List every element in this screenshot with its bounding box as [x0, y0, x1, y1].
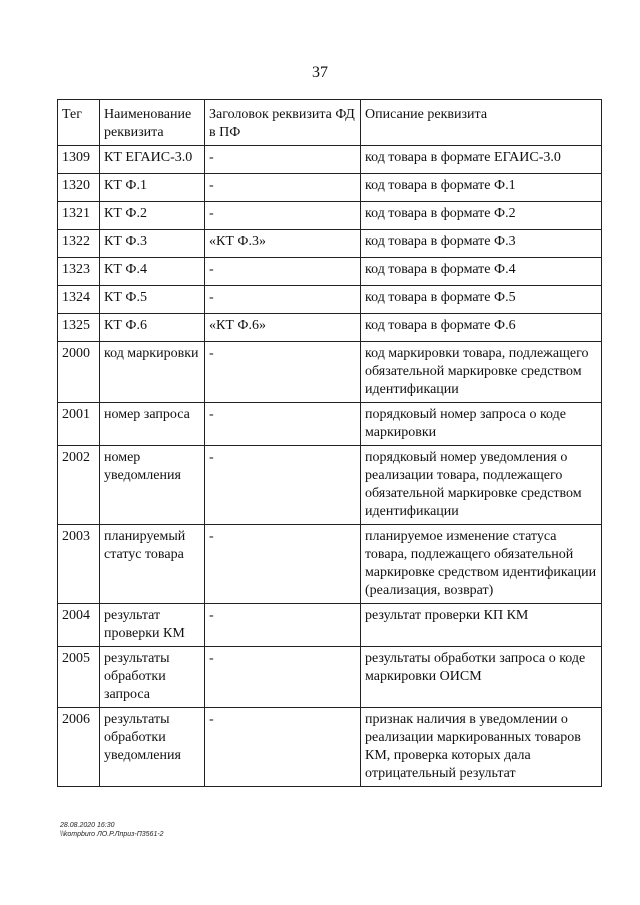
cell-name: результаты обработки уведомления [100, 708, 205, 787]
cell-tag: 2001 [58, 403, 100, 446]
cell-description: код товара в формате Ф.4 [361, 258, 602, 286]
page-number: 37 [312, 64, 328, 81]
cell-tag: 2003 [58, 525, 100, 604]
cell-pf-title: - [205, 604, 361, 647]
cell-description: код товара в формате Ф.5 [361, 286, 602, 314]
cell-description: порядковый номер уведомления о реализации товара, подлежащего обязательной маркировке средством идентификации [361, 446, 602, 525]
cell-pf-title: «КТ Ф.3» [205, 230, 361, 258]
column-header-pf-title: Заголовок реквизита ФД в ПФ [205, 100, 361, 146]
table-header-row [58, 100, 602, 146]
cell-name: результат проверки КМ [100, 604, 205, 647]
cell-description: результаты обработки запроса о коде маркировки ОИСМ [361, 647, 602, 708]
cell-pf-title: - [205, 708, 361, 787]
table-row [58, 708, 602, 787]
cell-name: код маркировки [100, 342, 205, 403]
cell-description: планируемое изменение статуса товара, подлежащего обязательной маркировке средством идентификации (реализация, возврат) [361, 525, 602, 604]
table-row [58, 230, 602, 258]
footer-stamp [60, 821, 164, 839]
cell-description: код товара в формате Ф.3 [361, 230, 602, 258]
table-row [58, 525, 602, 604]
cell-name: КТ Ф.1 [100, 174, 205, 202]
cell-tag: 1322 [58, 230, 100, 258]
cell-pf-title: - [205, 286, 361, 314]
cell-tag: 2006 [58, 708, 100, 787]
requisites-table [57, 99, 602, 787]
cell-description: код товара в формате Ф.1 [361, 174, 602, 202]
footer-date: 28.08.2020 16:30 [60, 822, 115, 829]
cell-name: КТ ЕГАИС-3.0 [100, 146, 205, 174]
cell-tag: 1320 [58, 174, 100, 202]
cell-tag: 1321 [58, 202, 100, 230]
table-row [58, 342, 602, 403]
column-header-description: Описание реквизита [361, 100, 602, 146]
cell-name: номер запроса [100, 403, 205, 446]
cell-tag: 2005 [58, 647, 100, 708]
table-row [58, 258, 602, 286]
cell-pf-title: - [205, 174, 361, 202]
cell-pf-title: - [205, 647, 361, 708]
cell-pf-title: - [205, 403, 361, 446]
table-row [58, 604, 602, 647]
cell-name: результаты обработки запроса [100, 647, 205, 708]
cell-name: планируемый статус товара [100, 525, 205, 604]
column-header-name: Наименование реквизита [100, 100, 205, 146]
cell-name: КТ Ф.2 [100, 202, 205, 230]
cell-tag: 1323 [58, 258, 100, 286]
cell-description: код товара в формате Ф.6 [361, 314, 602, 342]
cell-pf-title: - [205, 525, 361, 604]
cell-description: код товара в формате Ф.2 [361, 202, 602, 230]
cell-pf-title: - [205, 146, 361, 174]
table-row [58, 314, 602, 342]
cell-description: порядковый номер запроса о коде маркировки [361, 403, 602, 446]
cell-tag: 1309 [58, 146, 100, 174]
table-row [58, 403, 602, 446]
cell-tag: 1325 [58, 314, 100, 342]
cell-name: КТ Ф.3 [100, 230, 205, 258]
table-row [58, 202, 602, 230]
cell-pf-title: «КТ Ф.6» [205, 314, 361, 342]
cell-pf-title: - [205, 258, 361, 286]
cell-name: номер уведомления [100, 446, 205, 525]
table-row [58, 146, 602, 174]
cell-description: результат проверки КП КМ [361, 604, 602, 647]
cell-pf-title: - [205, 446, 361, 525]
cell-description: код маркировки товара, подлежащего обязательной маркировке средством идентификации [361, 342, 602, 403]
cell-description: код товара в формате ЕГАИС-3.0 [361, 146, 602, 174]
cell-tag: 2004 [58, 604, 100, 647]
cell-tag: 2002 [58, 446, 100, 525]
cell-tag: 2000 [58, 342, 100, 403]
table-row [58, 174, 602, 202]
cell-pf-title: - [205, 342, 361, 403]
cell-name: КТ Ф.4 [100, 258, 205, 286]
cell-name: КТ Ф.5 [100, 286, 205, 314]
cell-pf-title: - [205, 202, 361, 230]
cell-description: признак наличия в уведомлении о реализации маркированных товаров КМ, проверка которых дала отрицательный результат [361, 708, 602, 787]
table-row [58, 647, 602, 708]
table-row [58, 446, 602, 525]
footer-path: \\kompburo ЛО.Р.Лприз-П3561-2 [60, 831, 164, 838]
cell-tag: 1324 [58, 286, 100, 314]
column-header-tag: Тег [58, 100, 100, 146]
table-row [58, 286, 602, 314]
cell-name: КТ Ф.6 [100, 314, 205, 342]
